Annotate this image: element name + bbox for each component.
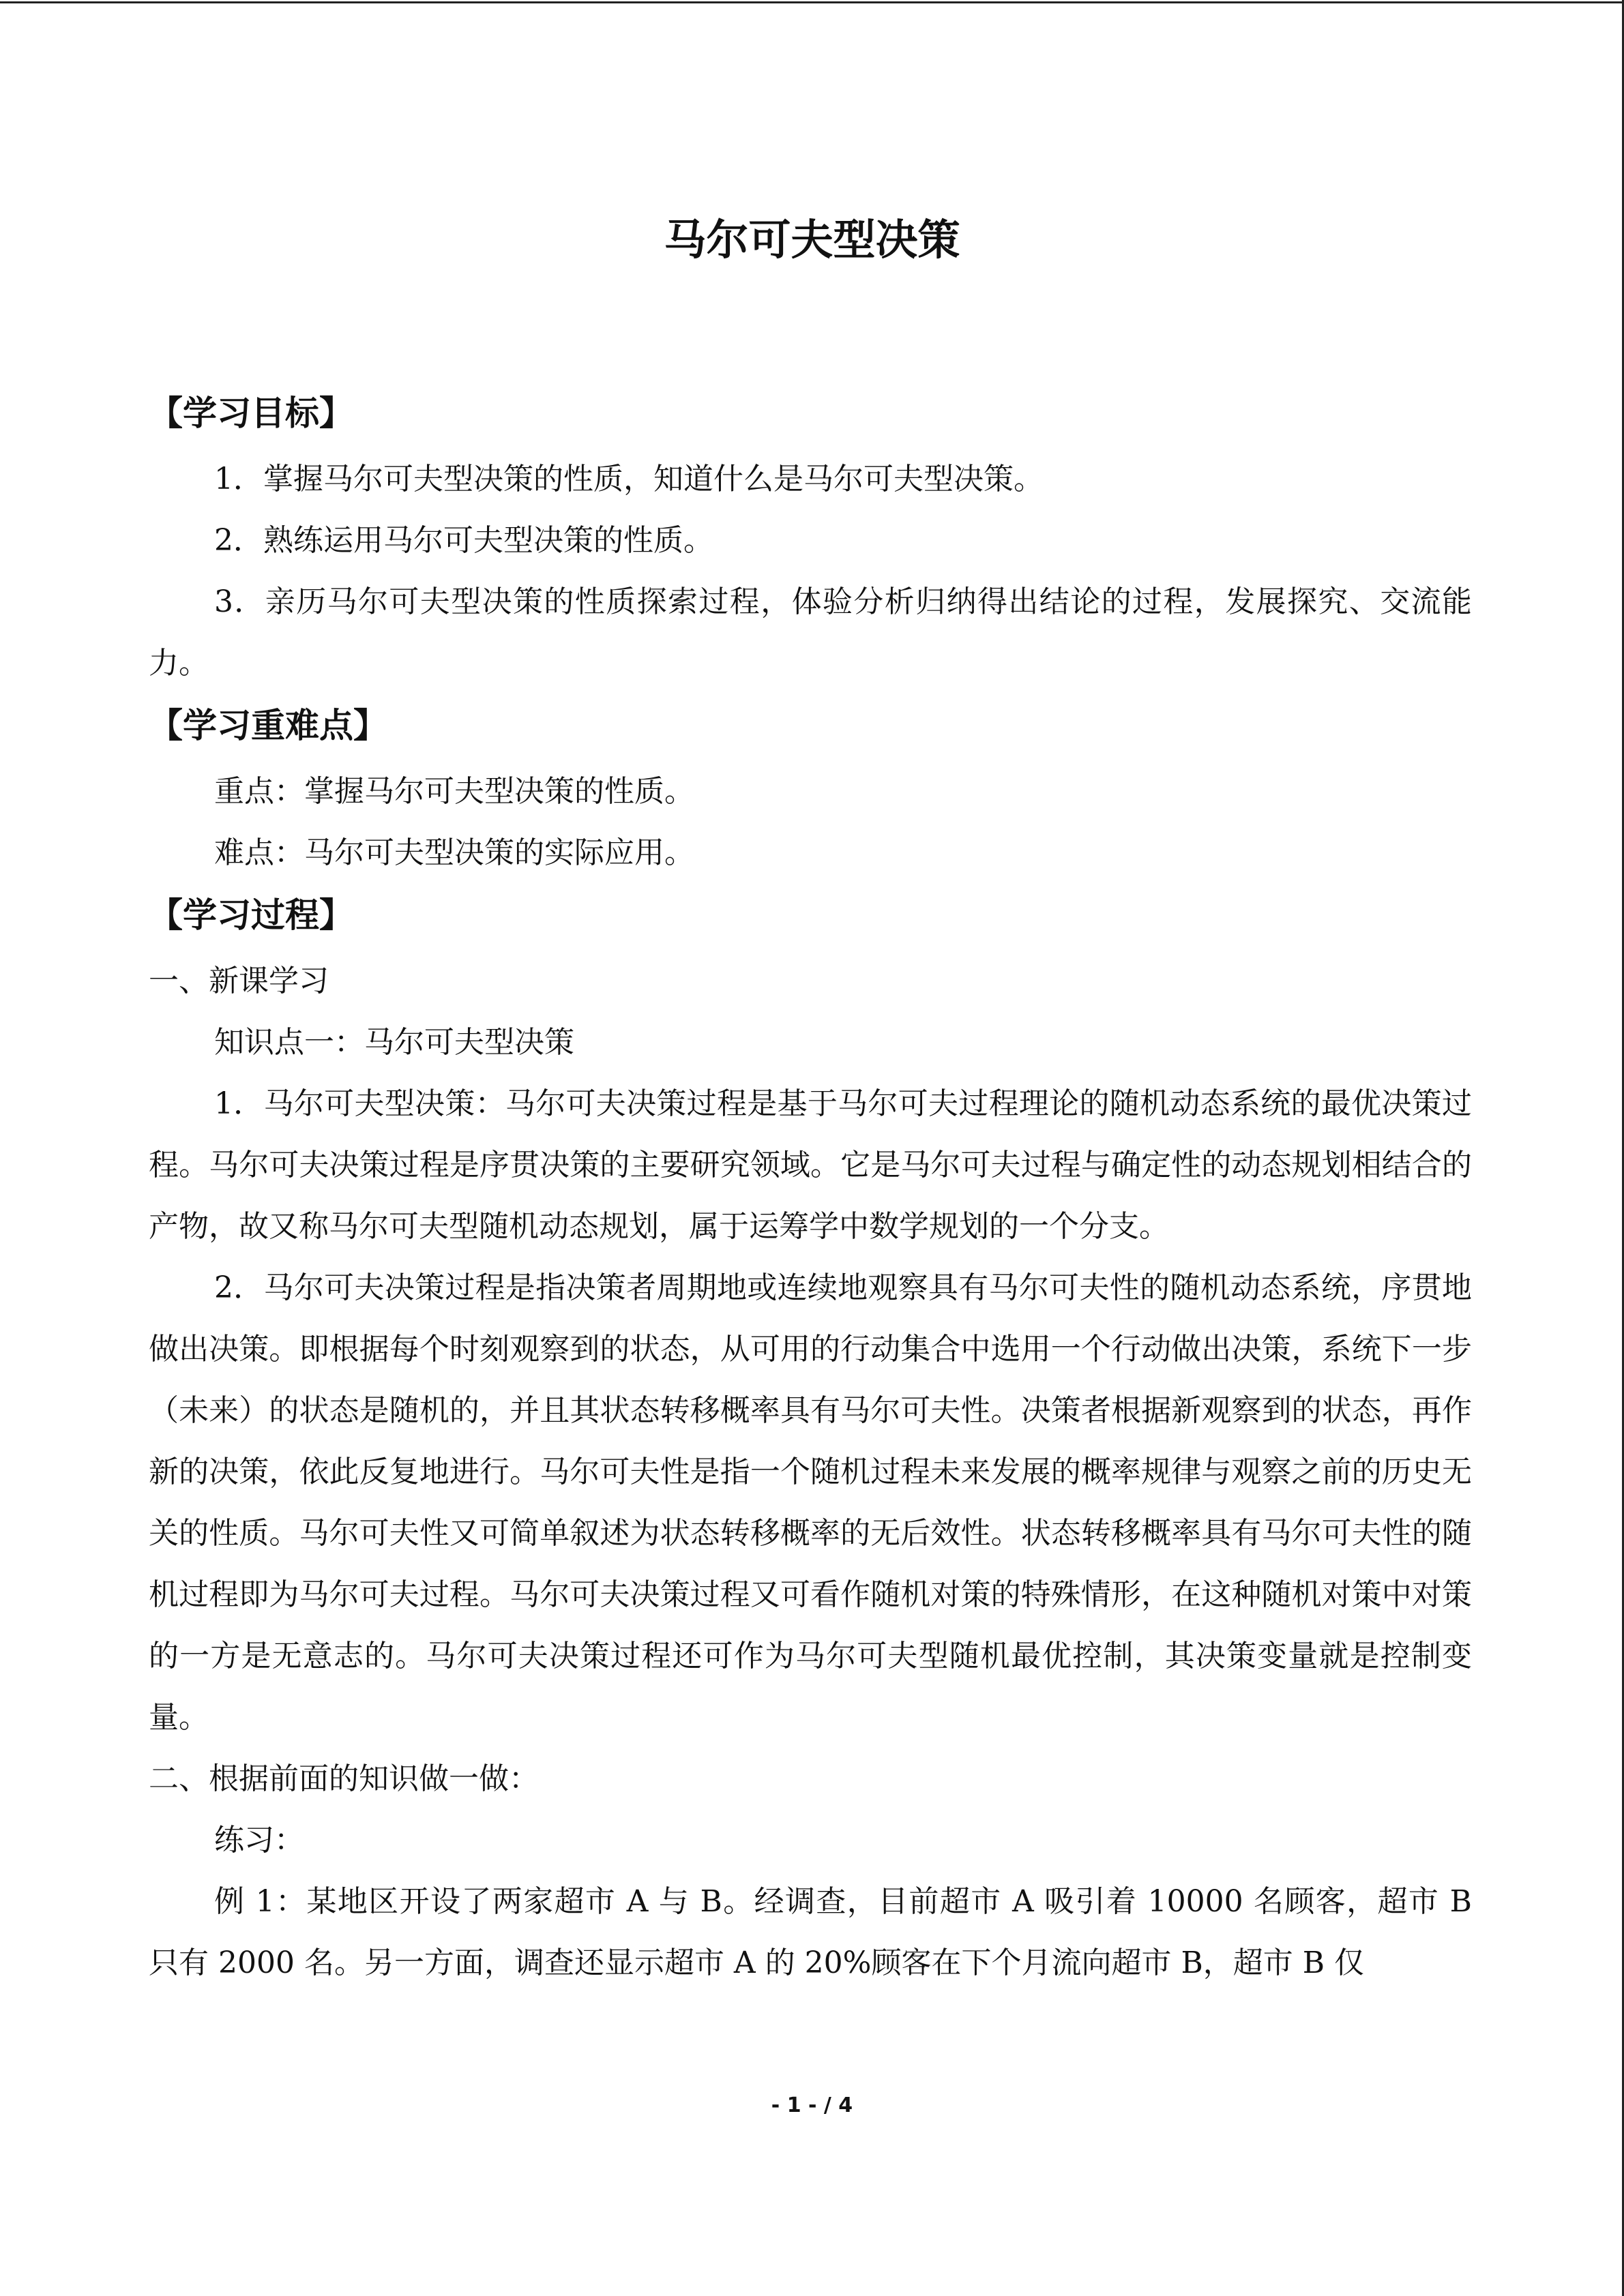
objective-item-1: 1．掌握马尔可夫型决策的性质，知道什么是马尔可夫型决策。 bbox=[214, 462, 1044, 496]
page-number: - 1 - / 4 bbox=[771, 2093, 853, 2117]
section-heading-key-points: 【学习重难点】 bbox=[149, 706, 387, 745]
part-one-title: 一、新课学习 bbox=[149, 964, 329, 998]
paragraph-definition: 1．马尔可夫型决策：马尔可夫决策过程是基于马尔可夫过程理论的随机动态系统的最优决策过程。马尔可夫决策过程是序贯决策的主要研究领域。它是马尔可夫过程与确定性的动态规划相结合的产物，故又称马尔可夫型随机动态规划，属于运筹学中数学规划的一个分支。 bbox=[149, 1086, 1472, 1244]
section-heading-objectives: 【学习目标】 bbox=[149, 393, 353, 433]
document-body bbox=[149, 382, 1472, 1994]
part-two-title: 二、根据前面的知识做一做： bbox=[149, 1761, 539, 1796]
exercise-label: 练习： bbox=[214, 1823, 304, 1858]
paragraph-process: 2．马尔可夫决策过程是指决策者周期地或连续地观察具有马尔可夫性的随机动态系统，序贯地做出决策。即根据每个时刻观察到的状态，从可用的行动集合中选用一个行动做出决策，系统下一步（未来）的状态是随机的，并且其状态转移概率具有马尔可夫性。决策者根据新观察到的状态，再作新的决策，依此反复地进行。马尔可夫性是指一个随机过程未来发展的概率规律与观察之前的历史无关的性质。马尔可夫性又可简单叙述为状态转移概率的无后效性。状态转移概率具有马尔可夫性的随机过程即为马尔可夫过程。马尔可夫决策过程又可看作随机对策的特殊情形，在这种随机对策中对策的一方是无意志的。马尔可夫决策过程还可作为马尔可夫型随机最优控制，其决策变量就是控制变量。 bbox=[149, 1270, 1472, 1735]
example-1: 例 1：某地区开设了两家超市 A 与 B。经调查，目前超市 A 吸引着 10000 名顾客，超市 B 只有 2000 名。另一方面，调查还显示超市 A 的 20%顾客在下个月流向超市 B，超市 B 仅 bbox=[149, 1884, 1472, 1980]
difficult-point-item: 难点：马尔可夫型决策的实际应用。 bbox=[214, 835, 694, 870]
page-top-border bbox=[0, 1, 1624, 3]
page-title: 马尔可夫型决策 bbox=[664, 215, 960, 265]
knowledge-point-title: 知识点一：马尔可夫型决策 bbox=[214, 1025, 574, 1060]
key-point-item: 重点：掌握马尔可夫型决策的性质。 bbox=[214, 774, 694, 809]
objective-item-2: 2．熟练运用马尔可夫型决策的性质。 bbox=[214, 523, 713, 558]
section-heading-process: 【学习过程】 bbox=[149, 895, 353, 935]
objective-item-3: 3．亲历马尔可夫型决策的性质探索过程，体验分析归纳得出结论的过程，发展探究、交流能力。 bbox=[149, 584, 1472, 681]
